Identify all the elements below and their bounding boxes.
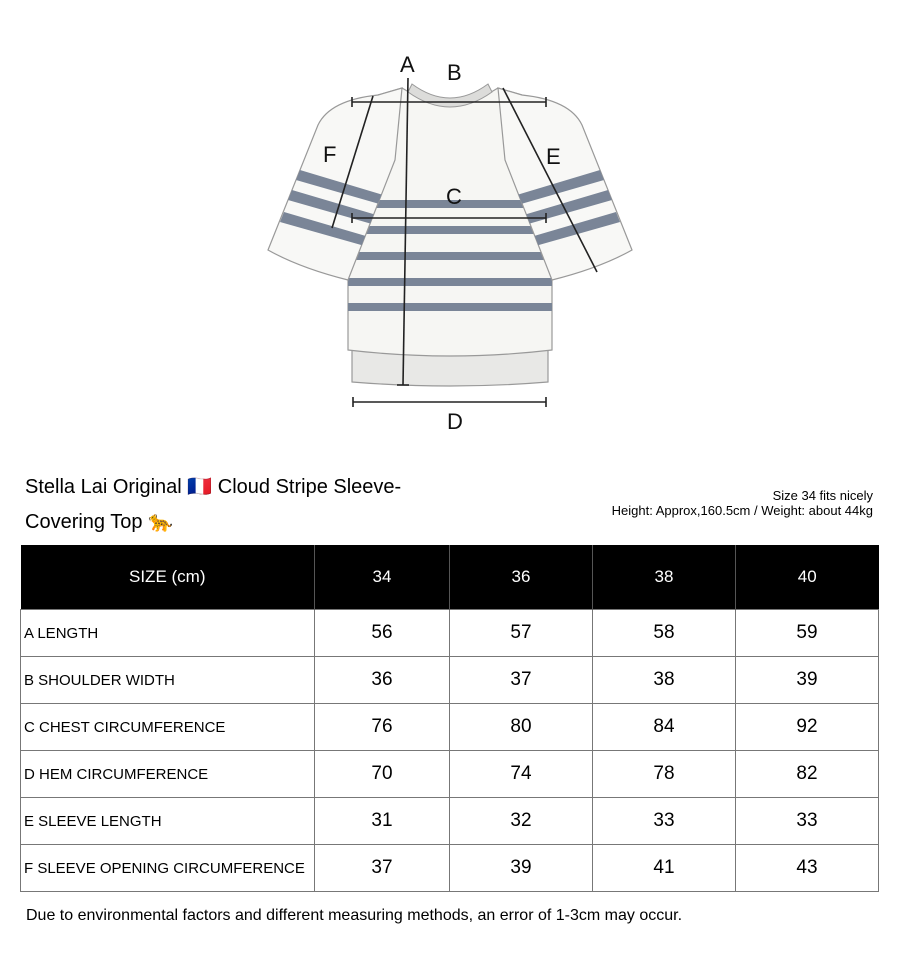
label-f: F [323,142,337,167]
table-cell: 41 [593,845,736,892]
label-d: D [447,409,463,434]
label-e: E [546,144,561,169]
product-title [25,470,465,540]
table-cell: 38 [593,657,736,704]
row-label: A LENGTH [21,610,315,657]
table-row [21,657,879,704]
table-cell: 84 [593,704,736,751]
row-label: C CHEST CIRCUMFERENCE [21,704,315,751]
table-row [21,704,879,751]
table-cell: 33 [593,798,736,845]
header-size-36: 36 [450,545,593,610]
row-label: E SLEEVE LENGTH [21,798,315,845]
table-cell: 36 [315,657,450,704]
measurement-disclaimer: Due to environmental factors and different measuring methods, an error of 1-3cm may occur. [26,907,683,924]
product-title-line1: Stella Lai Original 🇫🇷 Cloud Stripe Sleeve- [25,476,402,498]
table-row [21,610,879,657]
table-cell: 39 [450,845,593,892]
header-size-label: SIZE (cm) [21,545,315,610]
table-cell: 56 [315,610,450,657]
table-cell: 39 [736,657,879,704]
table-cell: 33 [736,798,879,845]
table-cell: 57 [450,610,593,657]
table-cell: 80 [450,704,593,751]
row-label: D HEM CIRCUMFERENCE [21,751,315,798]
table-cell: 37 [450,657,593,704]
fit-note [612,488,873,518]
table-cell: 31 [315,798,450,845]
table-cell: 74 [450,751,593,798]
product-title-line2: Covering Top 🐆 [25,511,173,533]
table-cell: 37 [315,845,450,892]
table-cell: 58 [593,610,736,657]
table-cell: 32 [450,798,593,845]
label-b: B [447,60,462,85]
fit-note-line2: Height: Approx,160.5cm / Weight: about 44kg [611,503,873,518]
label-c: C [446,184,462,209]
table-row [21,845,879,892]
table-cell: 92 [736,704,879,751]
table-cell: 59 [736,610,879,657]
table-cell: 43 [736,845,879,892]
garment-diagram [0,0,905,460]
fit-note-line1: Size 34 fits nicely [772,488,873,503]
table-cell: 78 [593,751,736,798]
header-size-34: 34 [315,545,450,610]
header-size-38: 38 [593,545,736,610]
header-size-40: 40 [736,545,879,610]
row-label: F SLEEVE OPENING CIRCUMFERENCE [21,845,315,892]
size-chart-table [20,545,879,892]
table-header-row [21,545,879,610]
table-cell: 82 [736,751,879,798]
table-row [21,751,879,798]
table-cell: 76 [315,704,450,751]
table-cell: 70 [315,751,450,798]
table-row [21,798,879,845]
label-a: A [400,52,415,77]
row-label: B SHOULDER WIDTH [21,657,315,704]
